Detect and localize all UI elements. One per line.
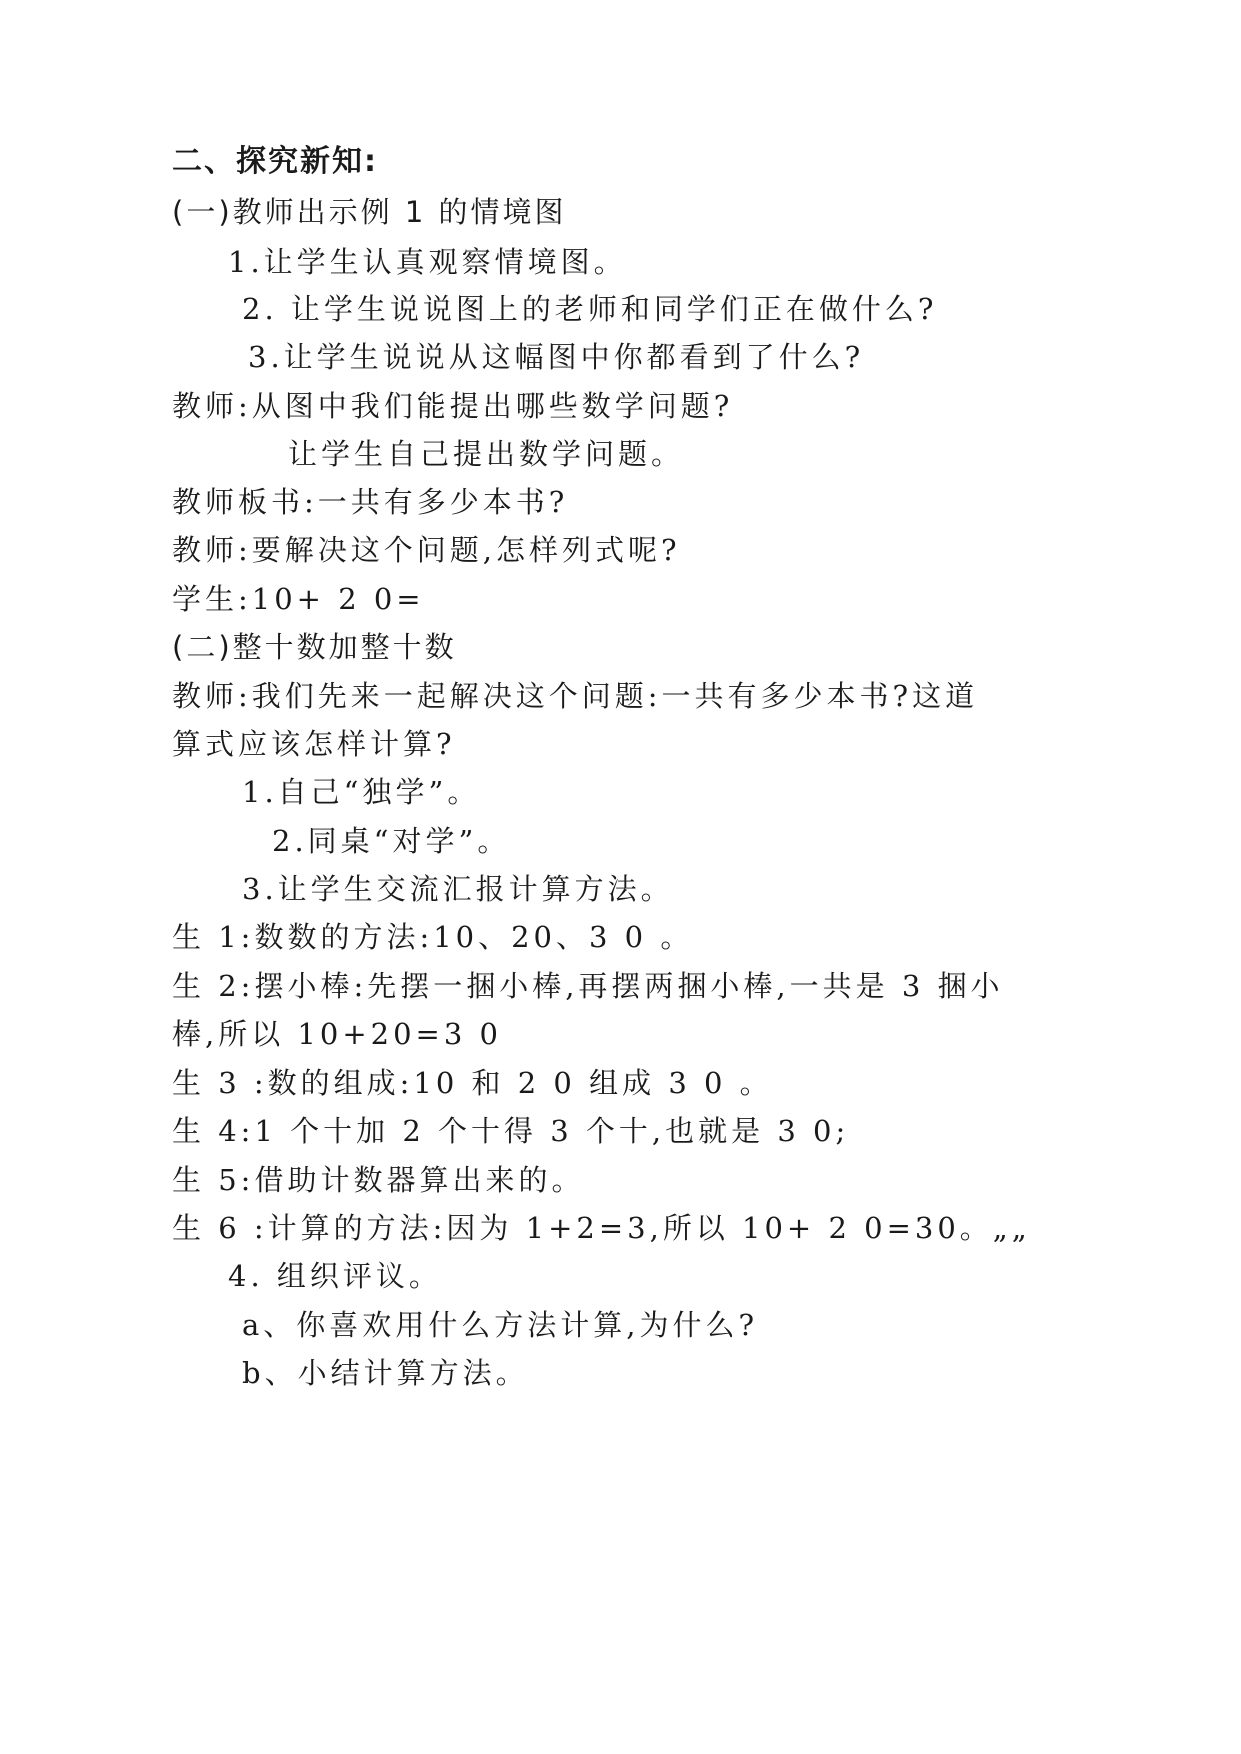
student-answer-line: 生 6 :计算的方法:因为 1+2=3,所以 10+ 2 0=30。„„ (172, 1211, 1031, 1245)
step-line: 2. 让学生说说图上的老师和同学们正在做什么? (242, 292, 938, 326)
step-line: 3.让学生说说从这幅图中你都看到了什么? (248, 340, 865, 374)
dialogue-line: 教师:从图中我们能提出哪些数学问题? (172, 389, 734, 423)
student-answer-line: 生 5:借助计数器算出来的。 (172, 1163, 585, 1197)
subsection-heading-2: (二)整十数加整十数 (172, 630, 457, 664)
student-answer-line: 生 3 :数的组成:10 和 2 0 组成 3 0 。 (172, 1066, 773, 1100)
dialogue-line: 学生:10+ 2 0= (172, 582, 425, 616)
student-answer-line: 生 2:摆小棒:先摆一捆小棒,再摆两捆小棒,一共是 3 捆小 (172, 969, 1004, 1003)
dialogue-line: 教师:要解决这个问题,怎样列式呢? (172, 533, 681, 567)
dialogue-line: 教师:我们先来一起解决这个问题:一共有多少本书?这道 (172, 679, 979, 713)
sub-item-line: b、小结计算方法。 (242, 1356, 529, 1390)
step-line: 1.自己“独学”。 (242, 775, 481, 809)
student-answer-line: 生 1:数数的方法:10、20、3 0 。 (172, 920, 694, 954)
step-line: 1.让学生认真观察情境图。 (228, 245, 627, 279)
step-line: 4. 组织评议。 (228, 1259, 442, 1293)
dialogue-line: 算式应该怎样计算? (172, 727, 456, 761)
step-line: 2.同桌“对学”。 (272, 824, 511, 858)
sub-item-line: a、你喜欢用什么方法计算,为什么? (242, 1308, 759, 1342)
section-heading: 二、探究新知: (172, 144, 378, 179)
dialogue-line: 让学生自己提出数学问题。 (288, 437, 685, 471)
student-answer-line: 棒,所以 10+20=3 0 (172, 1017, 502, 1051)
step-line: 3.让学生交流汇报计算方法。 (242, 872, 674, 906)
subsection-heading-1: (一)教师出示例 1 的情境图 (172, 195, 567, 229)
dialogue-line: 教师板书:一共有多少本书? (172, 485, 569, 519)
student-answer-line: 生 4:1 个十加 2 个十得 3 个十,也就是 3 0; (172, 1114, 850, 1148)
